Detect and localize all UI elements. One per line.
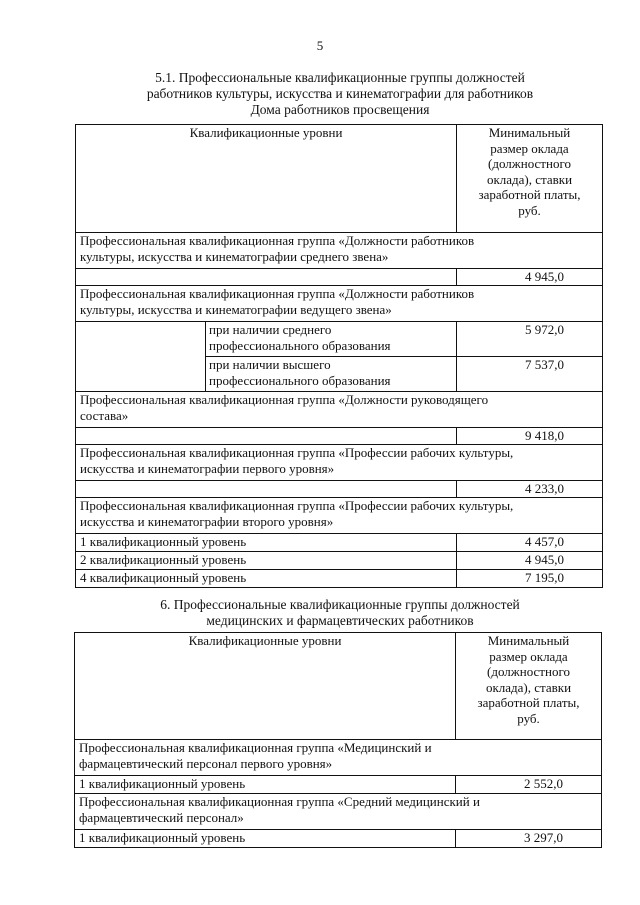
group-title: Профессиональная квалификационная группа «Должности руководящего состава» <box>76 392 603 428</box>
salary-table-culture <box>75 124 603 588</box>
header-levels: Квалификационные уровни <box>75 633 456 740</box>
table-header-row <box>76 125 603 233</box>
header-min-salary: Минимальный размер оклада (должностного оклада), ставки заработной платы, руб. <box>456 633 602 740</box>
group-title-row <box>76 392 603 428</box>
page-number: 5 <box>316 38 324 53</box>
group-title-row <box>76 286 603 322</box>
level-row <box>76 534 603 552</box>
salary-value: 4 457,0 <box>457 534 603 552</box>
level-row <box>75 776 602 794</box>
title-line: работников культуры, искусства и кинематографии для работников <box>146 86 534 101</box>
sub-row-label: при наличии среднего профессионального образования <box>206 322 457 357</box>
title-line: Дома работников просвещения <box>250 102 430 117</box>
header-min-salary: Минимальный размер оклада (должностного оклада), ставки заработной платы, руб. <box>457 125 603 233</box>
header-levels: Квалификационные уровни <box>76 125 457 233</box>
sub-row-label: при наличии высшего профессионального образования <box>206 357 457 392</box>
group-title-row <box>76 445 603 481</box>
value-row <box>76 269 603 286</box>
title-line: медицинских и фармацевтических работников <box>206 613 474 628</box>
level-label: 4 квалификационный уровень <box>76 570 457 588</box>
value-row <box>76 428 603 445</box>
salary-value: 7 195,0 <box>457 570 603 588</box>
group-title: Профессиональная квалификационная группа «Средний медицинский и фармацевтический персонал» <box>75 794 602 830</box>
group-title-row <box>75 794 602 830</box>
salary-value: 7 537,0 <box>457 357 603 392</box>
level-label: 1 квалификационный уровень <box>75 830 456 848</box>
empty-cell <box>76 322 206 392</box>
level-row <box>75 830 602 848</box>
title-line: 6. Профессиональные квалификационные группы должностей <box>160 597 520 612</box>
empty-cell <box>76 481 457 498</box>
level-label: 1 квалификационный уровень <box>76 534 457 552</box>
value-row <box>76 481 603 498</box>
group-title-row <box>76 233 603 269</box>
salary-value: 4 233,0 <box>457 481 603 498</box>
group-title-row <box>75 740 602 776</box>
empty-cell <box>76 269 457 286</box>
section-title-5-1 <box>60 70 620 118</box>
level-row <box>76 552 603 570</box>
title-line: 5.1. Профессиональные квалификационные группы должностей <box>155 70 525 85</box>
level-label: 2 квалификационный уровень <box>76 552 457 570</box>
level-label: 1 квалификационный уровень <box>75 776 456 794</box>
group-title-row <box>76 498 603 534</box>
salary-table-medical <box>74 632 602 848</box>
empty-cell <box>76 428 457 445</box>
group-title: Профессиональная квалификационная группа «Медицинский и фармацевтический персонал первого уровня» <box>75 740 602 776</box>
salary-value: 5 972,0 <box>457 322 603 357</box>
group-title: Профессиональная квалификационная группа «Профессии рабочих культуры, искусства и кинематографии второго уровня» <box>76 498 603 534</box>
salary-value: 9 418,0 <box>457 428 603 445</box>
sub-row <box>76 322 603 357</box>
salary-value: 4 945,0 <box>457 269 603 286</box>
group-title: Профессиональная квалификационная группа «Профессии рабочих культуры, искусства и кинематографии первого уровня» <box>76 445 603 481</box>
table-header-row <box>75 633 602 740</box>
salary-value: 2 552,0 <box>456 776 602 794</box>
salary-value: 4 945,0 <box>457 552 603 570</box>
salary-value: 3 297,0 <box>456 830 602 848</box>
section-title-6 <box>60 597 620 629</box>
group-title: Профессиональная квалификационная группа «Должности работников культуры, искусства и кинематографии ведущего звена» <box>76 286 603 322</box>
level-row <box>76 570 603 588</box>
group-title: Профессиональная квалификационная группа «Должности работников культуры, искусства и кинематографии среднего звена» <box>76 233 603 269</box>
